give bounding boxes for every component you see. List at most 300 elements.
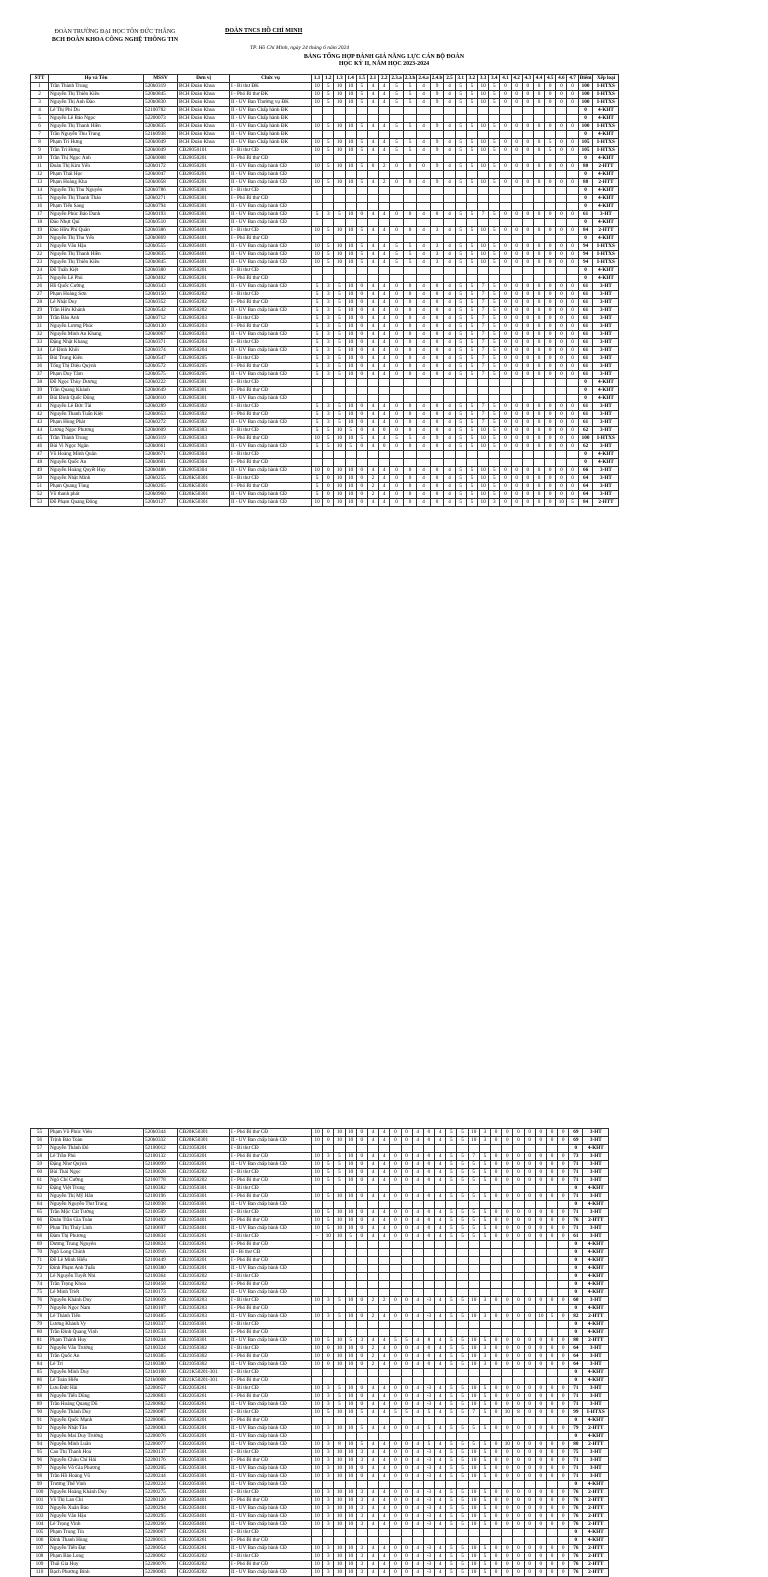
table-cell: 5	[446, 1489, 457, 1497]
table-cell	[323, 1369, 334, 1377]
table-cell: 0	[524, 1465, 535, 1473]
table-cell: 0	[558, 1521, 569, 1529]
table-cell: 0	[500, 139, 511, 147]
table-cell	[423, 1289, 434, 1297]
table-cell	[513, 1241, 524, 1249]
table-cell: 5	[457, 1465, 468, 1473]
table-cell: 0	[513, 1569, 524, 1577]
table-cell: 5	[468, 1425, 479, 1433]
table-cell: 105	[31, 1529, 49, 1537]
table-cell: 0	[403, 291, 417, 299]
table-cell	[502, 1481, 513, 1489]
table-cell: II - UV Ban chấp hành CĐ	[230, 203, 312, 211]
member-name-cell: Nguyễn Ngọc Nam	[49, 1305, 144, 1313]
table-cell	[435, 1417, 446, 1425]
table-cell: 5	[479, 1409, 490, 1417]
table-cell: 4	[379, 1513, 390, 1521]
table-cell: 0	[423, 1361, 434, 1369]
table-cell: 0	[502, 1161, 513, 1169]
table-cell: 10	[312, 1297, 323, 1305]
table-cell: 5	[446, 1193, 457, 1201]
table-cell: 3	[323, 1553, 334, 1561]
table-cell: 0	[522, 363, 533, 371]
table-cell	[435, 1529, 446, 1537]
table-cell: 5	[390, 91, 403, 99]
score-cell: 76	[569, 1553, 583, 1561]
table-cell: 5	[466, 99, 477, 107]
table-cell: 52200137	[144, 1449, 178, 1457]
table-cell	[401, 1249, 412, 1257]
table-cell	[545, 187, 556, 195]
table-cell	[533, 459, 544, 467]
table-cell: 10	[312, 499, 323, 507]
table-cell: 4	[412, 1209, 423, 1217]
table-cell: 5	[455, 403, 466, 411]
member-name-cell: Bùi Thái Ngọc	[49, 1169, 144, 1177]
table-cell	[417, 115, 430, 123]
table-cell	[367, 235, 378, 243]
table-cell	[502, 1417, 513, 1425]
table-cell	[558, 1329, 569, 1337]
rank-cell: I-HTXS	[593, 123, 619, 131]
table-cell	[403, 267, 417, 275]
member-name-cell: Nguyễn Khánh Duy	[49, 1297, 144, 1305]
table-cell	[524, 1289, 535, 1297]
table-cell	[435, 1145, 446, 1153]
table-cell: 5	[334, 323, 345, 331]
table-cell	[390, 267, 403, 275]
score-cell: 61	[578, 211, 593, 219]
table-cell: 0	[567, 411, 578, 419]
member-name-cell: Trần Quốc An	[49, 1353, 144, 1361]
table-cell	[367, 451, 378, 459]
table-cell	[546, 1321, 557, 1329]
table-cell: 4	[367, 1193, 378, 1201]
table-cell: 2	[379, 163, 390, 171]
table-cell	[489, 155, 500, 163]
table-cell	[556, 115, 567, 123]
table-cell: 0	[430, 323, 444, 331]
table-cell: 42	[31, 411, 49, 419]
table-cell: CĐ21050203	[178, 1313, 230, 1321]
table-cell: 5	[423, 1425, 434, 1433]
table-cell: 10	[477, 227, 488, 235]
table-cell: 4	[435, 1169, 446, 1177]
table-cell: 0	[390, 1297, 401, 1305]
table-cell	[524, 1417, 535, 1425]
table-cell: 0	[545, 323, 556, 331]
table-cell: 520h0193	[144, 211, 178, 219]
rank-cell: 2-HTT	[583, 1569, 609, 1577]
table-cell	[500, 235, 511, 243]
table-cell: 0	[513, 1497, 524, 1505]
table-cell: CĐ21050201	[178, 1265, 230, 1273]
table-cell: 0	[546, 1521, 557, 1529]
table-cell	[435, 1329, 446, 1337]
table-cell: 93	[31, 1433, 49, 1441]
table-cell: 52200205	[144, 1465, 178, 1473]
table-cell	[446, 1417, 457, 1425]
table-cell: 0	[513, 1177, 524, 1185]
table-cell: 4	[367, 91, 378, 99]
table-cell: 0	[522, 243, 533, 251]
table-row	[31, 251, 619, 259]
table-cell: 0	[390, 1553, 401, 1561]
table-cell: 0	[491, 1553, 502, 1561]
table-cell: 0	[567, 91, 578, 99]
table-cell	[379, 203, 390, 211]
table-cell	[444, 155, 455, 163]
table-cell	[323, 107, 334, 115]
table-cell: 3	[323, 1489, 334, 1497]
rank-cell: 2-HTT	[583, 1337, 609, 1345]
table-row	[31, 427, 619, 435]
table-cell: 0	[511, 483, 522, 491]
table-cell: 5	[312, 419, 323, 427]
table-cell: 0	[522, 427, 533, 435]
table-cell: 4	[379, 1497, 390, 1505]
table-cell: 4	[444, 99, 455, 107]
table-cell: 4	[412, 1521, 423, 1529]
table-cell: 10	[334, 1353, 345, 1361]
table-cell: 78	[31, 1313, 49, 1321]
table-cell: 5	[455, 411, 466, 419]
table-cell: 5	[455, 179, 466, 187]
table-cell	[535, 1417, 546, 1425]
rank-cell: 4-KHT	[583, 1281, 609, 1289]
score-cell: 71	[569, 1465, 583, 1473]
rank-cell: 3-HT	[593, 339, 619, 347]
table-cell: 3	[323, 403, 334, 411]
table-cell: 0	[556, 147, 567, 155]
table-cell	[312, 267, 323, 275]
table-cell: 0	[491, 1513, 502, 1521]
table-cell: 0	[558, 1473, 569, 1481]
table-cell: CĐ21050301	[178, 1201, 230, 1209]
table-cell	[345, 1537, 356, 1545]
table-cell	[430, 395, 444, 403]
table-cell: 12	[31, 171, 49, 179]
table-cell: 10	[334, 123, 345, 131]
table-cell: 520h0067	[144, 331, 178, 339]
table-cell: 5	[423, 1409, 434, 1417]
table-cell: 0	[546, 1169, 557, 1177]
table-cell: 0	[401, 1561, 412, 1569]
table-cell	[522, 275, 533, 283]
table-cell: 5	[455, 259, 466, 267]
table-cell: 5	[356, 1409, 367, 1417]
rank-cell: 3-HT	[593, 483, 619, 491]
table-cell	[511, 195, 522, 203]
table-cell: II - UV Ban chấp hành CĐ	[230, 347, 312, 355]
table-cell: 0	[535, 1161, 546, 1169]
table-cell: 10	[345, 1225, 356, 1233]
table-cell: 4	[367, 1425, 378, 1433]
table-cell: 5	[457, 1497, 468, 1505]
table-cell: 0	[545, 251, 556, 259]
table-cell: 5	[356, 227, 367, 235]
table-cell: 0	[546, 1561, 557, 1569]
table-cell: CĐ22050261	[178, 1393, 230, 1401]
table-cell: CĐ20050201	[178, 171, 230, 179]
table-cell	[356, 1377, 367, 1385]
table-cell: 10	[334, 243, 345, 251]
table-cell	[524, 1537, 535, 1545]
table-cell: 10	[535, 1313, 546, 1321]
table-cell: 5	[468, 1233, 479, 1241]
table-cell: 4	[379, 1225, 390, 1233]
table-cell: 5	[403, 147, 417, 155]
table-cell	[390, 1305, 401, 1313]
table-cell: I - Phó Bí thư CĐ	[230, 1377, 312, 1385]
table-cell: 0	[401, 1345, 412, 1353]
table-cell: 10	[468, 1473, 479, 1481]
table-cell: 5	[356, 123, 367, 131]
table-cell	[312, 1273, 323, 1281]
table-cell: 0	[491, 1209, 502, 1217]
table-cell: 5	[466, 83, 477, 91]
table-cell	[477, 275, 488, 283]
table-cell: 0	[535, 1441, 546, 1449]
table-cell: BCH Đoàn Khoa	[178, 107, 230, 115]
table-cell: 10	[312, 1545, 323, 1553]
table-cell: 0	[401, 1353, 412, 1361]
table-cell	[323, 219, 334, 227]
table-cell: 5	[489, 435, 500, 443]
table-cell	[367, 131, 378, 139]
table-cell	[312, 1257, 323, 1265]
table-row	[31, 1145, 609, 1153]
table-cell	[356, 1281, 367, 1289]
table-cell	[435, 1281, 446, 1289]
table-cell: 94	[31, 1441, 49, 1449]
table-cell: 5	[479, 1441, 490, 1449]
column-header: 1.5	[356, 75, 367, 83]
table-cell: 5	[479, 1513, 490, 1521]
table-cell: 0	[356, 1473, 367, 1481]
rank-cell: 2-HTT	[583, 1497, 609, 1505]
column-header: 1.2	[323, 75, 334, 83]
table-cell	[500, 107, 511, 115]
rank-cell: 4-KHT	[593, 219, 619, 227]
table-cell: 5	[334, 1161, 345, 1169]
table-cell	[513, 1265, 524, 1273]
table-cell: 4	[444, 307, 455, 315]
table-cell: 0	[356, 347, 367, 355]
table-cell: 0	[401, 1425, 412, 1433]
table-cell: 9	[430, 91, 444, 99]
table-cell: 5	[356, 435, 367, 443]
table-row	[31, 259, 619, 267]
table-cell	[468, 1417, 479, 1425]
member-name-cell: Nguyễn Thị Thiên Kiều	[49, 259, 144, 267]
table-cell: 5	[446, 1553, 457, 1561]
table-cell: 0	[524, 1161, 535, 1169]
table-cell	[502, 1529, 513, 1537]
table-cell: 5	[334, 339, 345, 347]
table-cell: 0	[511, 123, 522, 131]
table-cell: 0	[533, 355, 544, 363]
table-cell	[334, 1249, 345, 1257]
table-cell	[489, 115, 500, 123]
table-cell: 3	[323, 1561, 334, 1569]
table-cell: 4	[417, 243, 430, 251]
table-cell: 5	[334, 1401, 345, 1409]
table-cell: 4	[412, 1337, 423, 1345]
table-cell: 5	[323, 435, 334, 443]
table-cell: 3	[356, 1521, 367, 1529]
table-row	[31, 1289, 609, 1297]
table-cell	[513, 1321, 524, 1329]
table-cell	[356, 1537, 367, 1545]
table-cell	[479, 1369, 490, 1377]
table-cell: 10	[345, 355, 356, 363]
table-cell: 0	[500, 339, 511, 347]
table-cell: 5	[545, 147, 556, 155]
table-cell	[312, 195, 323, 203]
table-cell: CĐ21050301	[178, 1185, 230, 1193]
table-cell	[546, 1537, 557, 1545]
table-cell: 5	[457, 1217, 468, 1225]
table-cell: 4	[412, 1361, 423, 1369]
table-cell: 0	[556, 443, 567, 451]
table-cell: 5	[479, 1553, 490, 1561]
member-name-cell: Trịnh Bảo Toàn	[49, 1137, 144, 1145]
table-cell	[390, 1289, 401, 1297]
table-cell: 52100099	[144, 1161, 178, 1169]
table-cell	[379, 1241, 390, 1249]
table-cell	[489, 171, 500, 179]
table-cell: 3	[489, 499, 500, 507]
table-cell: 10	[345, 491, 356, 499]
table-cell: 5	[489, 83, 500, 91]
table-cell: BCH Đoàn Khoa	[178, 115, 230, 123]
table-cell	[535, 1433, 546, 1441]
rank-cell: 2-HTT	[593, 179, 619, 187]
table-cell	[558, 1201, 569, 1209]
table-cell	[556, 267, 567, 275]
table-cell: 5	[334, 1313, 345, 1321]
table-cell	[489, 451, 500, 459]
table-cell	[491, 1417, 502, 1425]
table-cell: 5	[356, 1441, 367, 1449]
table-cell: 0	[522, 411, 533, 419]
table-cell: 0	[502, 1545, 513, 1553]
table-row	[31, 1193, 609, 1201]
table-cell	[489, 235, 500, 243]
table-cell: 5	[466, 307, 477, 315]
table-cell: 5	[390, 99, 403, 107]
table-cell: 4	[417, 307, 430, 315]
table-cell	[356, 187, 367, 195]
table-cell: 6	[31, 123, 49, 131]
table-cell	[491, 1481, 502, 1489]
table-cell	[444, 171, 455, 179]
rank-cell: 3-HT	[583, 1209, 609, 1217]
table-cell: 0	[556, 163, 567, 171]
table-cell	[479, 1145, 490, 1153]
table-cell	[444, 115, 455, 123]
rank-cell: 3-HT	[583, 1465, 609, 1473]
table-cell	[491, 1265, 502, 1273]
rank-cell: I-HTXS	[593, 251, 619, 259]
member-name-cell: Lê Minh Triết	[49, 1289, 144, 1297]
table-cell: 44	[31, 427, 49, 435]
table-cell: 0	[545, 339, 556, 347]
table-cell: 0	[545, 315, 556, 323]
table-cell: 10	[345, 1441, 356, 1449]
table-cell: 0	[491, 1233, 502, 1241]
table-cell: 0	[511, 307, 522, 315]
table-cell: 520h0869	[144, 235, 178, 243]
table-cell: 9	[430, 123, 444, 131]
table-cell	[513, 1185, 524, 1193]
table-cell	[390, 1417, 401, 1425]
table-cell	[367, 1281, 378, 1289]
table-cell: 0	[430, 331, 444, 339]
table-row	[31, 1401, 609, 1409]
table-cell: 52100485	[144, 1313, 178, 1321]
table-cell: II - UV Ban chấp hành CĐ	[230, 1505, 312, 1513]
table-row	[31, 307, 619, 315]
score-cell: 0	[569, 1321, 583, 1329]
table-cell: 4	[417, 211, 430, 219]
table-cell	[500, 195, 511, 203]
table-row	[31, 1449, 609, 1457]
rank-cell: 4-KHT	[593, 451, 619, 459]
table-row	[31, 1529, 609, 1537]
table-cell: 7	[477, 355, 488, 363]
table-cell: 4	[417, 83, 430, 91]
member-name-cell: Phạm Thái Học	[49, 171, 144, 179]
table-cell: 0	[491, 1313, 502, 1321]
table-cell	[535, 1369, 546, 1377]
table-cell: 0	[491, 1345, 502, 1353]
table-cell	[567, 267, 578, 275]
table-cell	[435, 1369, 446, 1377]
table-cell: 10	[345, 339, 356, 347]
table-cell	[390, 459, 403, 467]
table-cell: 5	[489, 467, 500, 475]
rank-cell: 3-HT	[593, 491, 619, 499]
rank-cell: 3-HT	[583, 1393, 609, 1401]
table-row	[31, 491, 619, 499]
table-cell: 4	[367, 435, 378, 443]
score-cell: 0	[578, 131, 593, 139]
table-cell: 2	[379, 179, 390, 187]
table-cell: 4	[379, 339, 390, 347]
table-cell: I - Phó Bí thư CĐ	[230, 1257, 312, 1265]
table-cell	[491, 1201, 502, 1209]
table-cell: 520h0610	[144, 395, 178, 403]
table-row	[31, 435, 619, 443]
table-cell: 0	[545, 371, 556, 379]
table-cell	[457, 1201, 468, 1209]
table-cell: 0	[546, 1353, 557, 1361]
table-cell	[334, 1273, 345, 1281]
rank-cell: 4-KHT	[583, 1249, 609, 1257]
table-cell: 0	[390, 363, 403, 371]
table-cell: 0	[545, 347, 556, 355]
table-cell	[417, 395, 430, 403]
table-cell: 9	[430, 163, 444, 171]
table-cell: 10	[334, 1553, 345, 1561]
table-cell	[466, 131, 477, 139]
table-cell	[417, 379, 430, 387]
table-cell: 3	[31, 99, 49, 107]
table-cell	[379, 1249, 390, 1257]
table-cell	[511, 187, 522, 195]
